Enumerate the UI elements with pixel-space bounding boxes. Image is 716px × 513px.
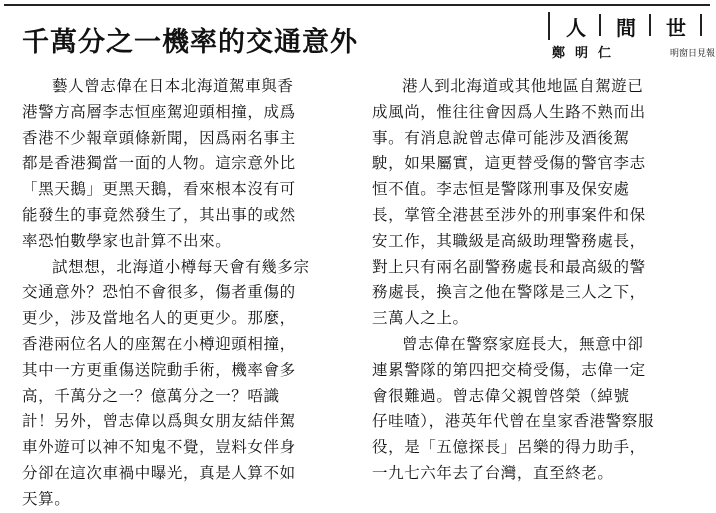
column-name (548, 12, 700, 40)
body-text-line: 港警方高層李志恒座駕迎頭相撞，成爲 (22, 102, 296, 121)
source-label: 明窗日見報 (670, 49, 716, 59)
body-text-line: 「黑天鵝」更黑天鵝，看來根本沒有可 (22, 180, 296, 199)
top-rule (4, 4, 710, 6)
body-text-line: 曾志偉在警察家庭長大，無意中卻 (402, 334, 644, 353)
column-name-char: 世 (666, 16, 686, 40)
body-text-line: 恒不值。李志恒是警隊刑事及保安處 (372, 180, 630, 199)
body-text-line: 計！另外，曾志偉以爲與女朋友結伴駕 (22, 412, 296, 431)
body-text-line: 成風尚，惟往往會因爲人生路不熟而出 (372, 102, 646, 121)
body-text-line: 試想想，北海道小樽每天會有幾多宗 (52, 257, 310, 276)
column-name-divider (599, 14, 601, 36)
body-text-line: 天算。 (22, 489, 71, 508)
body-text-line: 事。有消息說曾志偉可能涉及酒後駕 (372, 128, 630, 147)
body-text-line: 務處長，換言之他在警隊是三人之下， (372, 283, 646, 302)
body-text-line: 連累警隊的第四把交椅受傷，志偉一定 (372, 360, 646, 379)
body-text-line: 交通意外？恐怕不會很多，傷者重傷的 (22, 283, 296, 302)
column-name-divider (700, 14, 702, 36)
body-text-line: 更少，涉及當地名人的更更少。那麼， (22, 309, 296, 328)
body-text-line: 車外遊可以神不知鬼不覺，豈料女伴身 (22, 438, 296, 457)
body-text-line: 高，千萬分之一？億萬分之一？唔識 (22, 386, 280, 405)
body-text-line: 役，是「五億探長」呂樂的得力助手， (372, 438, 646, 457)
column-masthead (548, 12, 716, 61)
body-text-line: 都是香港獨當一面的人物。這宗意外比 (22, 154, 296, 173)
body-text-line: 香港不少報章頭條新聞，因爲兩名事主 (22, 128, 296, 147)
body-text-line: 率恐怕數學家也計算不出來。 (22, 231, 232, 250)
body-text-line: 長，掌管全港甚至涉外的刑事案件和保 (372, 205, 646, 224)
column-name-char: 間 (616, 16, 636, 40)
body-text-line: 分卻在這次車禍中曝光，真是人算不如 (22, 463, 296, 482)
author-byline: 鄭明仁 (552, 46, 622, 61)
column-name-divider (649, 14, 651, 36)
article-headline: 千萬分之一機率的交通意外 (22, 27, 358, 58)
body-text-line: 一九七六年去了台灣，直至終老。 (372, 463, 614, 482)
column-name-char: 人 (566, 16, 586, 40)
body-text-line: 對上只有兩名副警務處長和最高級的警 (372, 257, 646, 276)
body-text-line: 其中一方更重傷送院動手術，機率會多 (22, 360, 296, 379)
article-left-column (22, 74, 362, 513)
article-right-column (372, 74, 692, 487)
body-text-line: 仔哇喳），港英年代曾在皇家香港警察服 (372, 412, 655, 431)
body-text-line: 藝人曾志偉在日本北海道駕車與香 (52, 77, 294, 95)
body-text-line: 港人到北海道或其他地區自駕遊已 (402, 77, 644, 95)
body-text-line: 會很難過。曾志偉父親曾啓榮（綽號 (372, 386, 630, 405)
body-text-line: 三萬人之上。 (372, 309, 469, 328)
body-text-line: 駛，如果屬實，這更替受傷的警官李志 (372, 154, 646, 173)
body-text-line: 香港兩位名人的座駕在小樽迎頭相撞， (22, 334, 296, 353)
body-text-line: 能發生的事竟然發生了，其出事的或然 (22, 205, 296, 224)
body-text-line: 安工作，其職級是高級助理警務處長， (372, 231, 646, 250)
